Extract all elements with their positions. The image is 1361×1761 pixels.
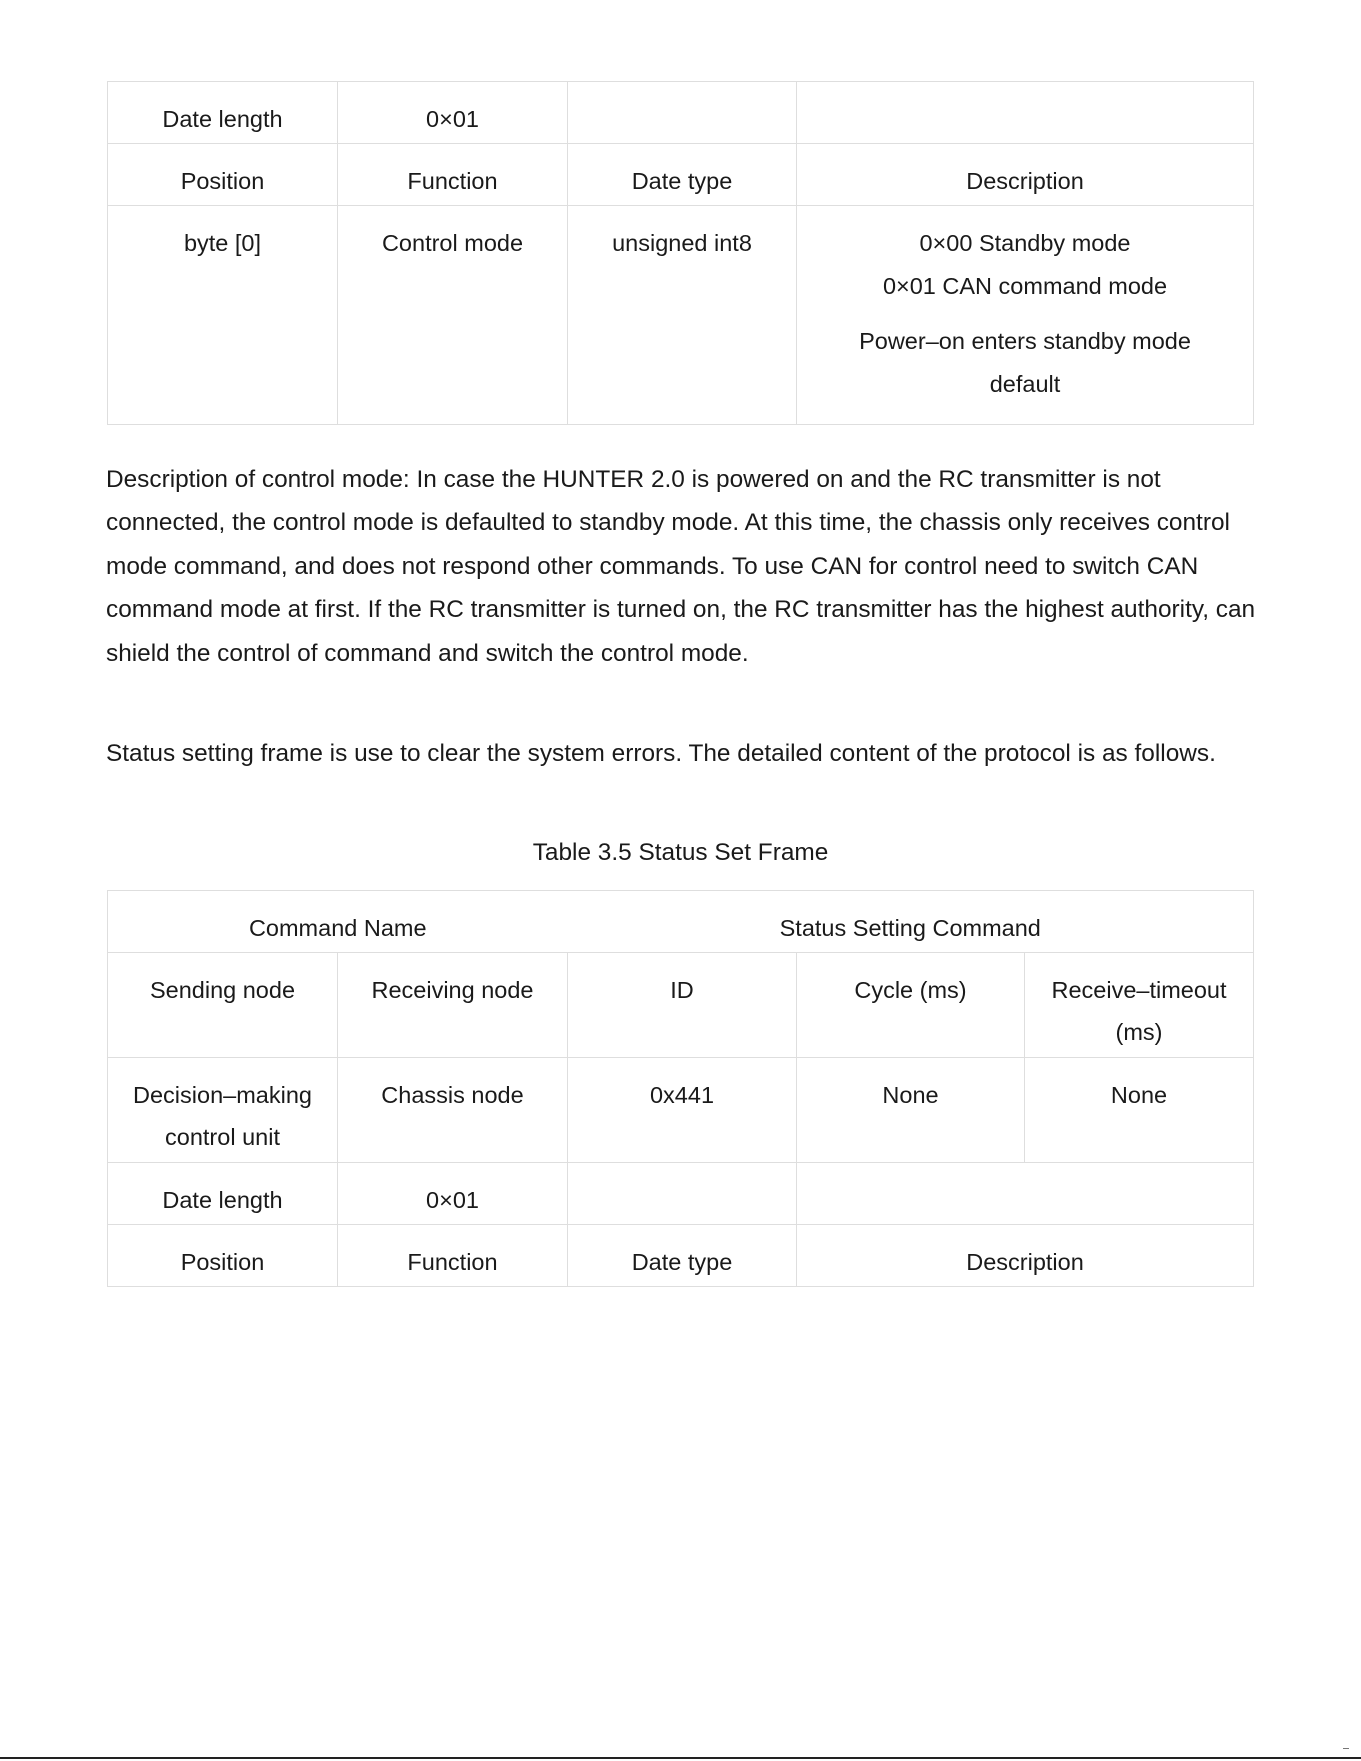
cycle-value: None	[797, 1058, 1025, 1163]
table-row-command-name	[108, 891, 1254, 953]
table-header-row	[108, 144, 1254, 206]
table-row-date-length	[108, 1163, 1254, 1225]
empty-cell	[797, 82, 1254, 144]
header-description: Description	[797, 144, 1254, 206]
byte-description	[797, 206, 1254, 425]
table-header-row	[108, 1225, 1254, 1287]
header-id: ID	[568, 953, 797, 1058]
header-date-type: Date type	[568, 144, 797, 206]
id-value: 0x441	[568, 1058, 797, 1163]
empty-cell	[568, 82, 797, 144]
table-row-date-length	[108, 82, 1254, 144]
receiving-node-value: Chassis node	[338, 1058, 568, 1163]
date-length-label: Date length	[108, 1163, 338, 1225]
header-cycle: Cycle (ms)	[797, 953, 1025, 1058]
description-line: default	[989, 371, 1061, 397]
header-function: Function	[338, 144, 568, 206]
empty-cell	[797, 1163, 1254, 1225]
empty-cell	[568, 1163, 797, 1225]
header-function: Function	[338, 1225, 568, 1287]
description-line: 0×00 Standby mode	[919, 230, 1131, 256]
header-date-type: Date type	[568, 1225, 797, 1287]
byte-function: Control mode	[338, 206, 568, 425]
receive-timeout-value: None	[1025, 1058, 1254, 1163]
description-line: Power–on enters standby mode	[859, 328, 1191, 354]
page-bottom-rule	[0, 1757, 1361, 1759]
description-line: 0×01 CAN command mode	[882, 273, 1168, 299]
control-mode-table	[107, 81, 1254, 425]
command-name-label: Command Name	[108, 891, 568, 953]
control-mode-description-paragraph: Description of control mode: In case the HUNTER 2.0 is powered on and the RC transmitter is not connected, the control mode is defaulted to standby mode. At this time, the chassis only receives control mode command, and does not respond other commands. To use CAN for control need to switch CAN command mode at first. If the RC transmitter is turned on, the RC transmitter has the highest authority, can shield the control of command and switch the control mode.	[106, 466, 1256, 667]
page-corner-mark	[1343, 1748, 1349, 1749]
byte-date-type: unsigned int8	[568, 206, 797, 425]
header-description: Description	[797, 1225, 1254, 1287]
header-sending-node: Sending node	[108, 953, 338, 1058]
header-receive-timeout: Receive–timeout (ms)	[1025, 953, 1254, 1058]
table-row	[108, 1058, 1254, 1163]
sending-node-value: Decision–making control unit	[108, 1058, 338, 1163]
date-length-value: 0×01	[338, 1163, 568, 1225]
table-row-byte0	[108, 206, 1254, 425]
header-position: Position	[108, 144, 338, 206]
status-setting-paragraph: Status setting frame is use to clear the system errors. The detailed content of the protocol is as follows.	[106, 740, 1216, 767]
byte-position: byte [0]	[108, 206, 338, 425]
table-caption: Table 3.5 Status Set Frame	[532, 839, 829, 866]
date-length-value: 0×01	[338, 82, 568, 144]
header-receiving-node: Receiving node	[338, 953, 568, 1058]
command-name-value: Status Setting Command	[568, 891, 1254, 953]
status-set-frame-table	[107, 890, 1254, 1287]
date-length-label: Date length	[108, 82, 338, 144]
header-position: Position	[108, 1225, 338, 1287]
table-header-row	[108, 953, 1254, 1058]
